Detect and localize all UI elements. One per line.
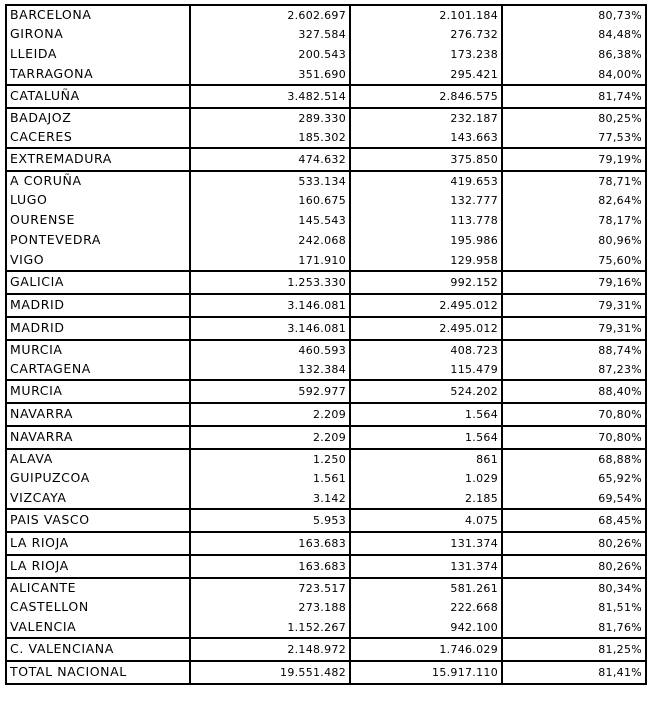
region-name-cell: BARCELONA	[6, 5, 190, 24]
table-row	[6, 250, 646, 271]
table-row	[6, 426, 646, 449]
table-row	[6, 64, 646, 85]
region-name-cell: NAVARRA	[6, 426, 190, 449]
value-2-cell: 129.958	[350, 250, 502, 271]
value-2-cell: 1.564	[350, 403, 502, 426]
region-name-cell: CARTAGENA	[6, 359, 190, 380]
value-2-cell: 581.261	[350, 578, 502, 597]
value-2-cell: 115.479	[350, 359, 502, 380]
value-2-cell: 1.746.029	[350, 638, 502, 661]
value-1-cell: 474.632	[190, 148, 350, 171]
value-1-cell: 163.683	[190, 532, 350, 555]
table-row	[6, 403, 646, 426]
percentage-cell: 79,16%	[502, 271, 646, 294]
value-1-cell: 200.543	[190, 44, 350, 64]
table-row	[6, 532, 646, 555]
percentage-cell: 84,00%	[502, 64, 646, 85]
region-name-cell: VIGO	[6, 250, 190, 271]
percentage-cell: 80,26%	[502, 532, 646, 555]
table-row	[6, 148, 646, 171]
value-1-cell: 185.302	[190, 127, 350, 148]
region-name-cell: MADRID	[6, 317, 190, 340]
value-1-cell: 533.134	[190, 171, 350, 190]
value-1-cell: 2.602.697	[190, 5, 350, 24]
table-row	[6, 617, 646, 638]
region-name-cell: C. VALENCIANA	[6, 638, 190, 661]
region-name-cell: ALICANTE	[6, 578, 190, 597]
value-2-cell: 408.723	[350, 340, 502, 359]
value-1-cell: 3.146.081	[190, 294, 350, 317]
value-2-cell: 195.986	[350, 230, 502, 250]
value-2-cell: 131.374	[350, 555, 502, 578]
table-row	[6, 127, 646, 148]
region-name-cell: NAVARRA	[6, 403, 190, 426]
value-2-cell: 419.653	[350, 171, 502, 190]
percentage-cell: 80,73%	[502, 5, 646, 24]
percentage-cell: 81,74%	[502, 85, 646, 108]
value-1-cell: 5.953	[190, 509, 350, 532]
table-row	[6, 359, 646, 380]
table-row	[6, 468, 646, 488]
region-name-cell: LUGO	[6, 190, 190, 210]
percentage-cell: 81,51%	[502, 597, 646, 617]
value-2-cell: 276.732	[350, 24, 502, 44]
value-1-cell: 163.683	[190, 555, 350, 578]
value-2-cell: 524.202	[350, 380, 502, 403]
percentage-cell: 80,25%	[502, 108, 646, 127]
table-row	[6, 171, 646, 190]
percentage-cell: 88,74%	[502, 340, 646, 359]
value-1-cell: 145.543	[190, 210, 350, 230]
value-1-cell: 242.068	[190, 230, 350, 250]
value-2-cell: 295.421	[350, 64, 502, 85]
percentage-cell: 65,92%	[502, 468, 646, 488]
table-row	[6, 190, 646, 210]
region-name-cell: GALICIA	[6, 271, 190, 294]
value-2-cell: 942.100	[350, 617, 502, 638]
value-2-cell: 2.495.012	[350, 294, 502, 317]
table-row	[6, 85, 646, 108]
region-name-cell: PAIS VASCO	[6, 509, 190, 532]
value-1-cell: 171.910	[190, 250, 350, 271]
value-2-cell: 15.917.110	[350, 661, 502, 684]
region-name-cell: TARRAGONA	[6, 64, 190, 85]
region-name-cell: CATALUÑA	[6, 85, 190, 108]
region-name-cell: GIRONA	[6, 24, 190, 44]
table-row	[6, 294, 646, 317]
table-body	[6, 5, 646, 684]
percentage-cell: 88,40%	[502, 380, 646, 403]
region-name-cell: MURCIA	[6, 340, 190, 359]
value-1-cell: 723.517	[190, 578, 350, 597]
region-name-cell: TOTAL NACIONAL	[6, 661, 190, 684]
table-row	[6, 488, 646, 509]
percentage-cell: 82,64%	[502, 190, 646, 210]
value-2-cell: 173.238	[350, 44, 502, 64]
value-2-cell: 4.075	[350, 509, 502, 532]
value-2-cell: 375.850	[350, 148, 502, 171]
value-2-cell: 131.374	[350, 532, 502, 555]
percentage-cell: 79,19%	[502, 148, 646, 171]
table-row	[6, 44, 646, 64]
table-row	[6, 638, 646, 661]
value-1-cell: 1.152.267	[190, 617, 350, 638]
value-1-cell: 460.593	[190, 340, 350, 359]
value-1-cell: 351.690	[190, 64, 350, 85]
value-2-cell: 1.564	[350, 426, 502, 449]
percentage-cell: 81,41%	[502, 661, 646, 684]
value-1-cell: 160.675	[190, 190, 350, 210]
percentage-cell: 80,34%	[502, 578, 646, 597]
percentage-cell: 80,96%	[502, 230, 646, 250]
region-name-cell: BADAJOZ	[6, 108, 190, 127]
value-1-cell: 592.977	[190, 380, 350, 403]
data-table-container	[5, 4, 645, 719]
percentage-cell: 70,80%	[502, 403, 646, 426]
table-row	[6, 380, 646, 403]
table-row	[6, 5, 646, 24]
percentage-cell: 81,25%	[502, 638, 646, 661]
table-row	[6, 317, 646, 340]
percentage-cell: 86,38%	[502, 44, 646, 64]
value-1-cell: 327.584	[190, 24, 350, 44]
value-1-cell: 3.482.514	[190, 85, 350, 108]
percentage-cell: 78,71%	[502, 171, 646, 190]
table-row	[6, 597, 646, 617]
value-2-cell: 992.152	[350, 271, 502, 294]
value-1-cell: 19.551.482	[190, 661, 350, 684]
table-row	[6, 210, 646, 230]
region-name-cell: GUIPUZCOA	[6, 468, 190, 488]
value-2-cell: 861	[350, 449, 502, 468]
table-row	[6, 509, 646, 532]
region-name-cell: LA RIOJA	[6, 532, 190, 555]
percentage-cell: 68,45%	[502, 509, 646, 532]
region-name-cell: VALENCIA	[6, 617, 190, 638]
value-1-cell: 2.209	[190, 403, 350, 426]
table-row	[6, 24, 646, 44]
value-2-cell: 2.846.575	[350, 85, 502, 108]
percentage-cell: 79,31%	[502, 294, 646, 317]
value-1-cell: 1.561	[190, 468, 350, 488]
region-name-cell: LLEIDA	[6, 44, 190, 64]
percentage-cell: 87,23%	[502, 359, 646, 380]
value-1-cell: 289.330	[190, 108, 350, 127]
value-1-cell: 273.188	[190, 597, 350, 617]
value-1-cell: 132.384	[190, 359, 350, 380]
value-1-cell: 1.250	[190, 449, 350, 468]
region-name-cell: VIZCAYA	[6, 488, 190, 509]
data-table	[5, 4, 647, 685]
region-name-cell: MADRID	[6, 294, 190, 317]
percentage-cell: 70,80%	[502, 426, 646, 449]
value-2-cell: 1.029	[350, 468, 502, 488]
region-name-cell: CACERES	[6, 127, 190, 148]
table-row	[6, 230, 646, 250]
percentage-cell: 84,48%	[502, 24, 646, 44]
table-row	[6, 449, 646, 468]
table-row	[6, 271, 646, 294]
value-2-cell: 2.101.184	[350, 5, 502, 24]
region-name-cell: ALAVA	[6, 449, 190, 468]
value-2-cell: 2.495.012	[350, 317, 502, 340]
table-row	[6, 661, 646, 684]
percentage-cell: 68,88%	[502, 449, 646, 468]
region-name-cell: OURENSE	[6, 210, 190, 230]
value-2-cell: 232.187	[350, 108, 502, 127]
percentage-cell: 80,26%	[502, 555, 646, 578]
region-name-cell: MURCIA	[6, 380, 190, 403]
region-name-cell: A CORUÑA	[6, 171, 190, 190]
value-1-cell: 2.148.972	[190, 638, 350, 661]
percentage-cell: 79,31%	[502, 317, 646, 340]
percentage-cell: 69,54%	[502, 488, 646, 509]
value-2-cell: 2.185	[350, 488, 502, 509]
region-name-cell: LA RIOJA	[6, 555, 190, 578]
table-row	[6, 555, 646, 578]
region-name-cell: CASTELLON	[6, 597, 190, 617]
region-name-cell: EXTREMADURA	[6, 148, 190, 171]
value-1-cell: 3.146.081	[190, 317, 350, 340]
value-2-cell: 113.778	[350, 210, 502, 230]
value-2-cell: 143.663	[350, 127, 502, 148]
percentage-cell: 78,17%	[502, 210, 646, 230]
table-row	[6, 108, 646, 127]
percentage-cell: 75,60%	[502, 250, 646, 271]
region-name-cell: PONTEVEDRA	[6, 230, 190, 250]
value-1-cell: 1.253.330	[190, 271, 350, 294]
table-row	[6, 340, 646, 359]
value-1-cell: 3.142	[190, 488, 350, 509]
table-row	[6, 578, 646, 597]
percentage-cell: 81,76%	[502, 617, 646, 638]
value-2-cell: 132.777	[350, 190, 502, 210]
value-1-cell: 2.209	[190, 426, 350, 449]
value-2-cell: 222.668	[350, 597, 502, 617]
percentage-cell: 77,53%	[502, 127, 646, 148]
